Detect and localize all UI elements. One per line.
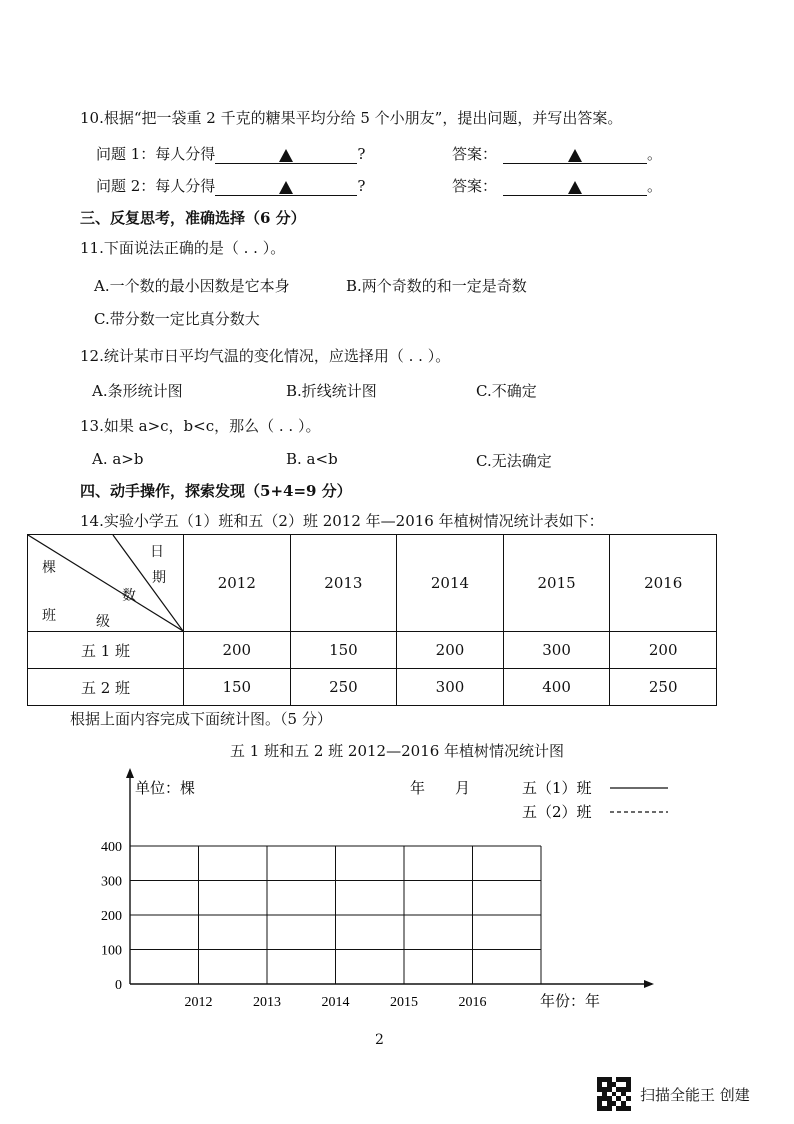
question-10-row-2 <box>96 175 365 196</box>
q12-option-b[interactable]: B.折线统计图 <box>286 382 377 400</box>
diagonal-header-cell <box>28 535 184 632</box>
answer-2 <box>452 175 662 196</box>
answer-blank-1[interactable] <box>215 145 357 164</box>
q12-option-c[interactable]: C.不确定 <box>476 382 537 400</box>
table-cell: 200 <box>184 632 291 669</box>
triangle-icon <box>279 149 293 162</box>
header-qi: 期 <box>152 570 166 586</box>
header-ji: 级 <box>96 614 110 630</box>
x-tick-label: 2012 <box>184 995 213 1010</box>
x-axis-arrow-icon <box>644 980 654 988</box>
question-10-row-1 <box>96 143 365 164</box>
q11-option-c[interactable]: C.带分数一定比真分数大 <box>94 310 260 328</box>
statistics-table <box>27 534 717 706</box>
question-12: 12.统计某市日平均气温的变化情况，应选择用（ . . ）。 <box>80 347 451 365</box>
answer-2-label: 答案： <box>452 177 498 195</box>
x-tick-label: 2014 <box>321 995 350 1010</box>
y-tick-label: 300 <box>101 874 122 890</box>
header-ban: 班 <box>42 608 56 624</box>
answer-1 <box>452 143 662 164</box>
row-1-qmark: ? <box>357 145 366 163</box>
answer-blank-2[interactable] <box>215 177 357 196</box>
year-header-2013: 2013 <box>290 535 397 632</box>
header-ke: 棵 <box>42 560 56 576</box>
chart-instruction: 根据上面内容完成下面统计图。（5 分） <box>70 710 332 728</box>
line-chart[interactable] <box>90 762 690 1032</box>
y-axis-arrow-icon <box>126 768 134 778</box>
table-cell: 200 <box>397 632 504 669</box>
row-1-label: 问题 1：每人分得 <box>96 145 216 163</box>
legend-label: 五（2）班 <box>522 803 592 821</box>
answer-blank-1b[interactable] <box>503 145 647 164</box>
q13-option-a[interactable]: A. a>b <box>92 450 144 468</box>
legend-label: 五（1）班 <box>522 779 592 797</box>
year-header-2012: 2012 <box>184 535 291 632</box>
triangle-icon <box>568 149 582 162</box>
table-cell: 250 <box>290 669 397 706</box>
row-2-qmark: ? <box>357 177 366 195</box>
q13-option-b[interactable]: B. a<b <box>286 450 338 468</box>
question-14: 14.实验小学五（1）班和五（2）班 2012 年—2016 年植树情况统计表如下： <box>80 512 604 530</box>
table-cell: 300 <box>503 632 610 669</box>
table-row <box>28 632 717 669</box>
q13-option-c[interactable]: C.无法确定 <box>476 452 552 470</box>
question-10: 10.根据“把一袋重 2 千克的糖果平均分给 5 个小朋友”，提出问题，并写出答案。 <box>80 109 623 127</box>
answer-blank-2b[interactable] <box>503 177 647 196</box>
year-header-2015: 2015 <box>503 535 610 632</box>
qr-code-icon <box>597 1077 631 1111</box>
table-cell: 300 <box>397 669 504 706</box>
table-cell: 200 <box>610 632 717 669</box>
y-tick-label: 200 <box>101 909 122 924</box>
page-number: 2 <box>375 1032 384 1048</box>
answer-1-label: 答案： <box>452 145 498 163</box>
answer-2-end: 。 <box>647 177 663 195</box>
x-tick-label: 2015 <box>390 995 418 1010</box>
question-13: 13.如果 a>c，b<c，那么（ . . ）。 <box>80 417 321 435</box>
x-axis-label: 年份：年 <box>540 992 601 1010</box>
section-4-title: 四、动手操作，探索发现（5+4=9 分） <box>80 482 352 500</box>
unit-label: 单位：棵 <box>135 779 196 797</box>
q11-option-b[interactable]: B.两个奇数的和一定是奇数 <box>346 277 527 295</box>
table-cell: 400 <box>503 669 610 706</box>
triangle-icon <box>279 181 293 194</box>
header-shu: 数 <box>122 588 136 604</box>
table-header-row <box>28 535 717 632</box>
header-ri: 日 <box>150 544 164 560</box>
y-tick-label: 100 <box>101 943 122 959</box>
chart-title: 五 1 班和五 2 班 2012—2016 年植树情况统计图 <box>230 742 565 760</box>
q11-option-a[interactable]: A.一个数的最小因数是它本身 <box>94 277 290 295</box>
row-class-2: 五 2 班 <box>28 669 184 706</box>
row-class-1: 五 1 班 <box>28 632 184 669</box>
row-2-label: 问题 2：每人分得 <box>96 177 216 195</box>
x-tick-label: 2013 <box>253 995 281 1010</box>
y-tick-label: 0 <box>115 978 122 993</box>
triangle-icon <box>568 181 582 194</box>
scanner-brand: 扫描全能王 创建 <box>640 1086 750 1104</box>
table-cell: 150 <box>290 632 397 669</box>
year-header-2016: 2016 <box>610 535 717 632</box>
y-tick-label: 400 <box>101 840 122 855</box>
table-row <box>28 669 717 706</box>
year-header-2014: 2014 <box>397 535 504 632</box>
date-label: 年 月 <box>410 779 471 797</box>
section-3-title: 三、反复思考，准确选择（6 分） <box>80 209 306 227</box>
q12-option-a[interactable]: A.条形统计图 <box>92 382 183 400</box>
question-11: 11.下面说法正确的是（ . . ）。 <box>80 239 286 257</box>
table-cell: 250 <box>610 669 717 706</box>
answer-1-end: 。 <box>647 145 663 163</box>
x-tick-label: 2016 <box>458 995 487 1010</box>
table-cell: 150 <box>184 669 291 706</box>
